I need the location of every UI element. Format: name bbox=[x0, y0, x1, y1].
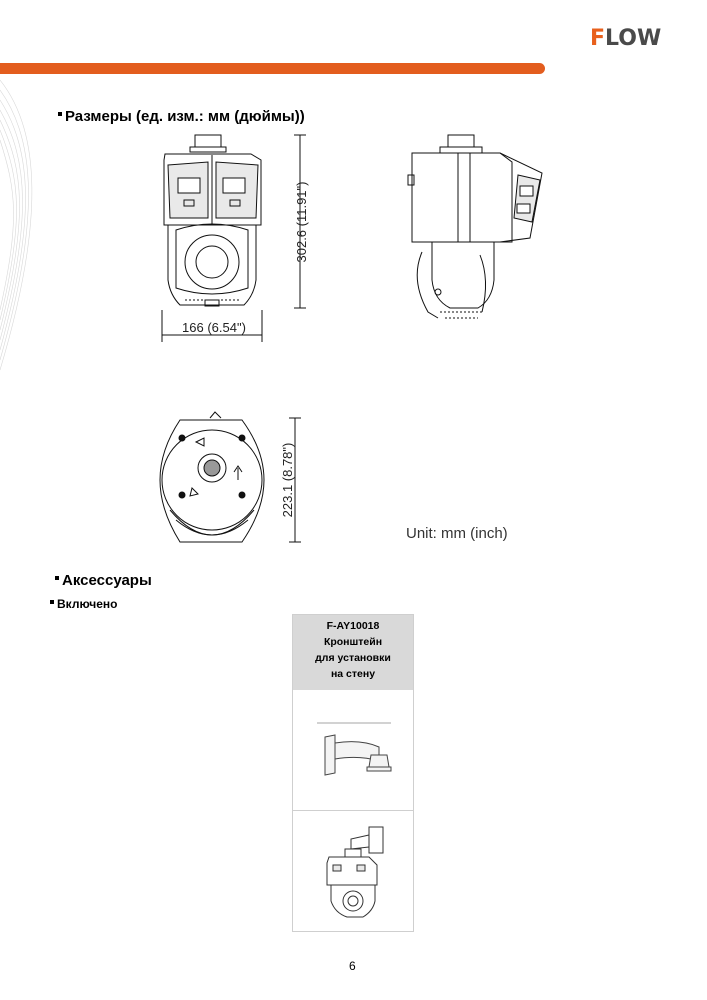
header-accent-bar bbox=[0, 63, 545, 74]
installed-camera-image bbox=[313, 825, 395, 921]
front-width-label: 166 (6.54") bbox=[182, 320, 246, 335]
side-view-drawing bbox=[400, 130, 550, 325]
accessories-heading bbox=[55, 572, 152, 589]
logo-text bbox=[590, 26, 661, 51]
front-height-label: 302.6 (11.91") bbox=[294, 181, 309, 263]
wall-bracket-image bbox=[301, 715, 405, 785]
bullet-icon bbox=[50, 600, 54, 604]
accessory-card-header bbox=[293, 615, 413, 690]
included-label bbox=[50, 597, 117, 611]
accessories-heading-text: Аксессуары bbox=[62, 572, 152, 589]
accessory-name-line3: на стену bbox=[330, 668, 376, 680]
bottom-depth-label: 223.1 (8.78") bbox=[280, 442, 295, 518]
accessory-name-line1: Кронштейн bbox=[323, 636, 383, 648]
page-number: 6 bbox=[349, 959, 356, 973]
accessory-card bbox=[292, 614, 414, 932]
unit-label: Unit: mm (inch) bbox=[406, 525, 508, 542]
included-label-text: Включено bbox=[57, 597, 118, 611]
accessory-model: F-AY10018 bbox=[326, 620, 380, 632]
decorative-lines bbox=[0, 70, 48, 380]
dimensions-heading bbox=[58, 108, 305, 125]
brand-logo bbox=[588, 28, 674, 52]
bullet-icon bbox=[58, 112, 62, 116]
logo-prefix: F bbox=[590, 26, 606, 51]
logo-rest: LOW bbox=[605, 26, 662, 51]
bullet-icon bbox=[55, 576, 59, 580]
accessory-name-line2: для установки bbox=[315, 652, 391, 664]
dimensions-heading-text: Размеры (ед. изм.: мм (дюймы)) bbox=[65, 108, 305, 125]
bottom-view-drawing bbox=[150, 410, 310, 560]
front-view-drawing bbox=[150, 130, 315, 345]
card-separator bbox=[293, 810, 413, 811]
